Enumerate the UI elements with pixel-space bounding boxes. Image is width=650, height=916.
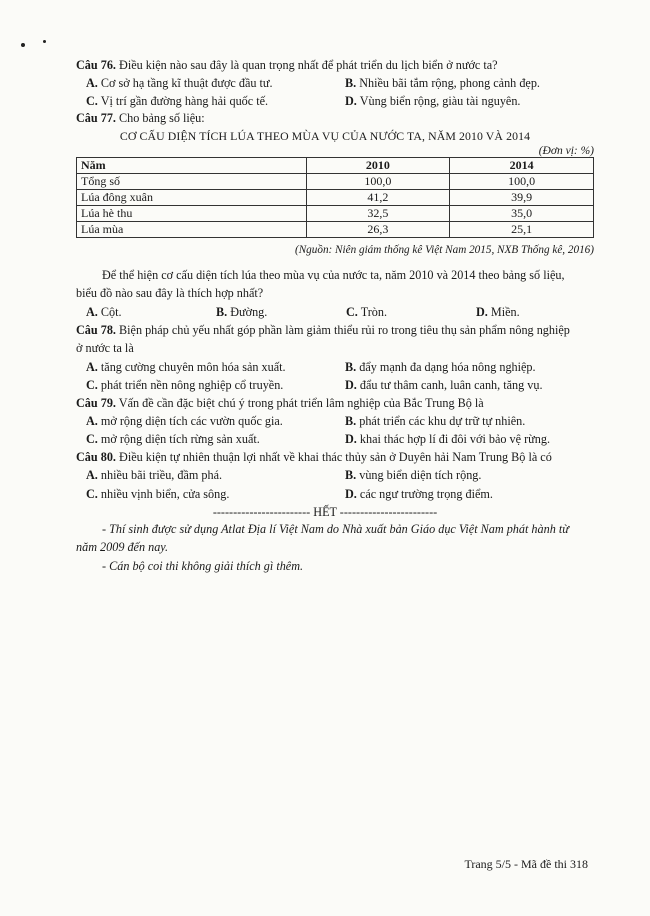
table-cell: 100,0 [450,174,594,190]
table-cell: 25,1 [450,222,594,238]
table-cell: 26,3 [306,222,450,238]
question-text: Điều kiện tự nhiên thuận lợi nhất về khai thác thủy sản ở Duyên hải Nam Trung Bộ là có [119,450,552,464]
option-a: A. Cột. [86,305,122,319]
question-text: Vấn đề cần đặc biệt chú ý trong phát triển lâm nghiệp của Bắc Trung Bộ là [118,396,484,410]
question-number: Câu 77. [76,111,116,125]
option-c: C. Tròn. [346,305,387,319]
data-table [76,157,594,238]
question-number: Câu 78. [76,323,116,337]
question-76 [76,58,498,73]
option-a: A. Cơ sở hạ tầng kĩ thuật được đầu tư. [86,76,273,90]
scan-speck [43,40,46,43]
table-unit: (Đơn vị: %) [538,145,594,157]
table-cell: 32,5 [306,206,450,222]
table-cell: 100,0 [306,174,450,190]
note-atlat: - Thí sinh được sử dụng Atlat Địa lí Việt Nam do Nhà xuất bản Giáo dục Việt Nam phát hành từ [102,522,569,536]
question-77 [76,111,205,126]
option-d: D. Miền. [476,305,520,319]
question-number: Câu 76. [76,58,116,72]
question-77-prompt: Để thể hiện cơ cấu diện tích lúa theo mùa vụ của nước ta, năm 2010 và 2014 theo bảng số liệu, [102,268,565,282]
table-header-cell: 2014 [450,158,594,174]
table-title: CƠ CẤU DIỆN TÍCH LÚA THEO MÙA VỤ CỦA NƯỚC TA, NĂM 2010 VÀ 2014 [119,129,531,143]
table-cell: Lúa đông xuân [77,190,307,206]
question-number: Câu 79. [76,396,116,410]
table-row [77,190,594,206]
table-header-cell: 2010 [306,158,450,174]
table-cell: 35,0 [450,206,594,222]
option-c: C. mở rộng diện tích rừng sản xuất. [86,432,260,446]
table-source: (Nguồn: Niên giám thống kê Việt Nam 2015, NXB Thống kê, 2016) [294,244,594,256]
question-77-prompt-cont: biểu đồ nào sau đây là thích hợp nhất? [76,286,264,300]
option-c: C. phát triển nền nông nghiệp cổ truyền. [86,378,284,392]
question-text: Điều kiện nào sau đây là quan trọng nhất để phát triển du lịch biển ở nước ta? [119,58,498,72]
option-a: A. tăng cường chuyên môn hóa sản xuất. [86,360,286,374]
question-text: Cho bảng số liệu: [119,111,205,125]
question-79 [76,396,484,411]
page-footer: Trang 5/5 - Mã đề thi 318 [464,857,588,871]
option-b: B. Đường. [216,305,268,319]
option-b: B. đẩy mạnh đa dạng hóa nông nghiệp. [345,360,536,374]
table-row [77,222,594,238]
table-cell: Tổng số [77,174,307,190]
note-atlat-cont: năm 2009 đến nay. [76,540,169,554]
table-row [77,206,594,222]
table-cell: 39,9 [450,190,594,206]
table-cell: 41,2 [306,190,450,206]
end-marker: ------------------------ HẾT ------------------------ [212,505,438,519]
option-a: A. mở rộng diện tích các vườn quốc gia. [86,414,283,428]
table-header-row [77,158,594,174]
table-header-cell: Năm [77,158,307,174]
option-d: D. Vùng biển rộng, giàu tài nguyên. [345,94,521,108]
scan-speck [21,43,25,47]
table-cell: Lúa mùa [77,222,307,238]
table-row [77,174,594,190]
option-d: D. đẩu tư thâm canh, luân canh, tăng vụ. [345,378,543,392]
option-a: A. nhiều bãi triều, đầm phá. [86,468,223,482]
option-d: D. các ngư trường trọng điểm. [345,487,493,501]
note-proctor: - Cán bộ coi thi không giải thích gì thêm. [102,559,304,573]
option-c: C. Vị trí gần đường hàng hải quốc tế. [86,94,269,108]
question-78-cont: ở nước ta là [76,341,134,355]
option-b: B. phát triển các khu dự trữ tự nhiên. [345,414,526,428]
option-b: B. vùng biển diện tích rộng. [345,468,482,482]
option-d: D. khai thác hợp lí đi đôi với bảo vệ rừng. [345,432,550,446]
option-c: C. nhiều vịnh biển, cửa sông. [86,487,230,501]
option-b: B. Nhiều bãi tắm rộng, phong cảnh đẹp. [345,76,540,90]
question-number: Câu 80. [76,450,116,464]
table-cell: Lúa hè thu [77,206,307,222]
question-80 [76,450,552,465]
question-text: Biện pháp chủ yếu nhất góp phần làm giảm thiểu rủi ro trong tiêu thụ sản phẩm nông nghiệp [119,323,570,337]
question-78 [76,323,570,338]
